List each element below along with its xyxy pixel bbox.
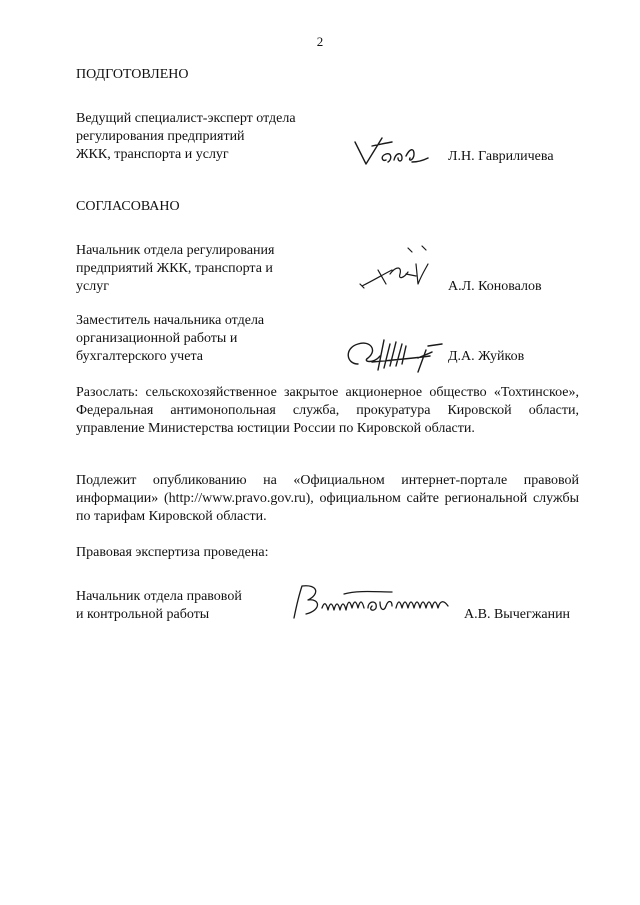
prepared-position: Ведущий специалист-эксперт отдела регулирования предприятий ЖКК, транспорта и услуг	[76, 111, 296, 162]
signature-vychegzhanin	[288, 580, 464, 622]
signature-konovalov	[356, 244, 442, 294]
agreed-signer-1-position: Начальник отдела регулирования предприятий ЖКК, транспорта и услуг	[76, 243, 275, 294]
agreed-signer-2-name: Д.А. Жуйков	[448, 349, 525, 364]
prepared-heading: ПОДГОТОВЛЕНО	[76, 67, 189, 82]
agreed-signer-1-name: А.Л. Коновалов	[448, 279, 542, 294]
distribution-text: Разослать: сельскохозяйственное закрытое акционерное общество «Тохтинское», Федеральная антимонопольная служба, прокуратура Кировской области, управление Министерства юстиции России по Кировской области.	[76, 385, 579, 436]
signature-zhuikov	[344, 334, 450, 374]
legal-review-position: Начальник отдела правовой и контрольной работы	[76, 589, 242, 622]
agreed-signer-2-position: Заместитель начальника отдела организационной работы и бухгалтерского учета	[76, 313, 265, 364]
publication-text: Подлежит опубликованию на «Официальном интернет-портале правовой информации» (http://www.pravo.gov.ru), официальном сайте региональной службы по тарифам Кировской области.	[76, 473, 579, 524]
legal-review-statement: Правовая экспертиза проведена:	[76, 545, 269, 560]
agreed-heading: СОГЛАСОВАНО	[76, 199, 180, 214]
page-number: 2	[316, 34, 324, 49]
prepared-name: Л.Н. Гавриличева	[448, 149, 554, 164]
legal-review-name: А.В. Вычегжанин	[464, 607, 571, 622]
signature-gavrilicheva	[352, 134, 442, 168]
